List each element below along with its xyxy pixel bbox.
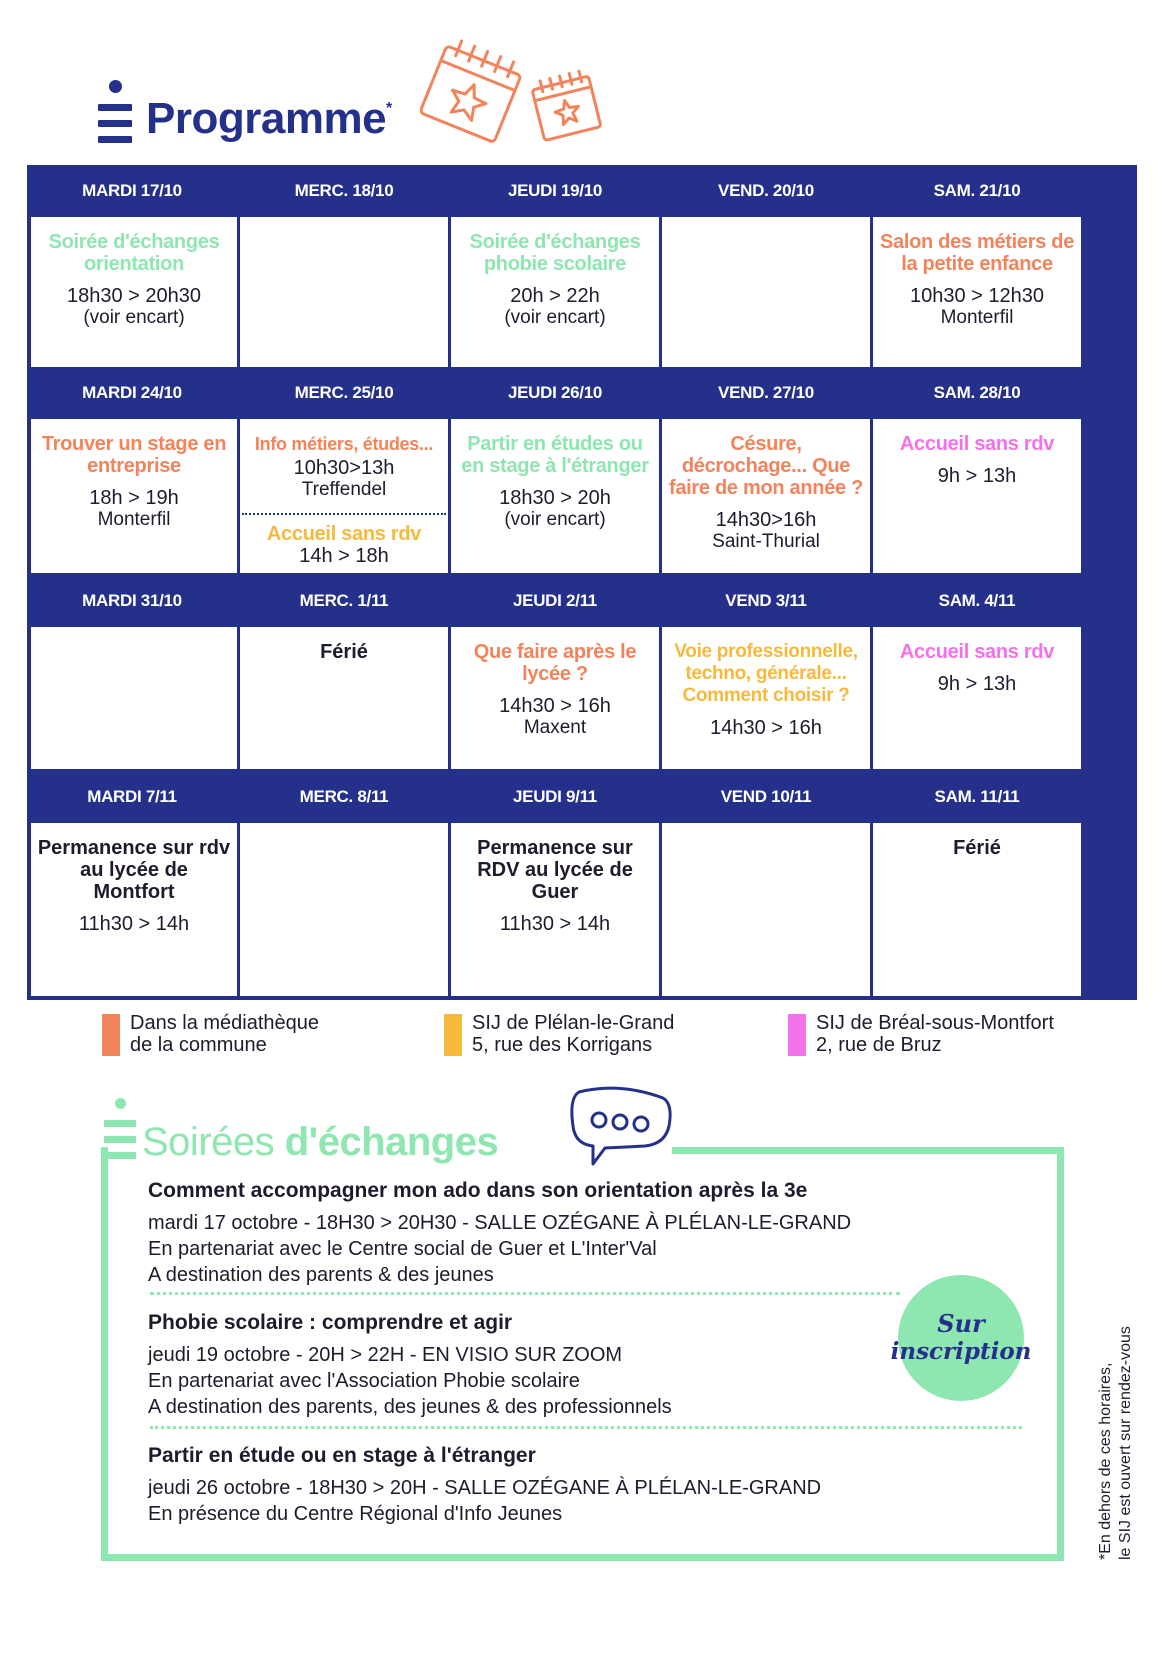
event-title: Accueil sans rdv [899, 641, 1055, 663]
day-header: SAM. 28/10 [933, 383, 1021, 402]
opening-hours-footnote: *En dehors de ces horaires, le SIJ est ouvert sur rendez-vous [1097, 1326, 1134, 1560]
day-cell [873, 217, 1081, 367]
event-title: Soirée d'échanges orientation [48, 231, 220, 275]
event-time: 9h > 13h [937, 465, 1017, 487]
day-cell [873, 627, 1081, 769]
event-time: 14h30>16h [715, 509, 817, 531]
legend-item [444, 1012, 674, 1056]
day-cell [240, 419, 448, 573]
schedule-week-2 [27, 367, 1137, 577]
event-place: Saint-Thurial [712, 531, 820, 552]
event-time: 11h30 > 14h [499, 913, 611, 935]
day-cell [662, 419, 870, 573]
day-cell [662, 217, 870, 367]
soiree-partner: En présence du Centre Régional d'Info Jeunes [148, 1503, 563, 1525]
event-time: 14h > 18h [299, 545, 389, 567]
day-header: SAM. 21/10 [933, 181, 1021, 200]
event-time: 14h30 > 16h [710, 717, 822, 739]
event-place: Treffendel [301, 479, 387, 500]
soirees-title: Soirées d'échanges [142, 1120, 499, 1164]
cell-divider [242, 513, 446, 515]
holiday-note: Férié [953, 837, 1001, 859]
event-title: Accueil sans rdv [266, 523, 422, 545]
event-title: Info métiers, études... [254, 434, 434, 454]
soiree-item [148, 1178, 1028, 1288]
soiree-audience: A destination des parents, des jeunes & des professionnels [148, 1396, 672, 1418]
day-cell [240, 627, 448, 769]
day-cell [31, 627, 237, 769]
soiree-title: Comment accompagner mon ado dans son orientation après la 3e [148, 1179, 808, 1202]
day-header: MARDI 31/10 [82, 591, 182, 610]
sij-logo-icon [98, 74, 132, 146]
schedule-week-1 [27, 165, 1137, 371]
event-place: Monterfil [97, 509, 171, 530]
event-time: 10h30 > 12h30 [909, 285, 1045, 307]
calendar-icon [420, 30, 620, 150]
day-header: VEND. 20/10 [718, 181, 814, 200]
day-header: JEUDI 19/10 [507, 181, 603, 200]
day-cell [31, 419, 237, 573]
schedule-table [27, 165, 1137, 1000]
legend-swatch [788, 1014, 806, 1056]
legend-swatch [444, 1014, 462, 1056]
legend-item [788, 1012, 1054, 1056]
day-header: MERC. 1/11 [299, 591, 389, 610]
day-header: MERC. 8/11 [299, 787, 389, 806]
event-title: Voie professionnelle, techno, générale... Comment choisir ? [674, 641, 858, 706]
day-cell [451, 823, 659, 996]
sij-logo-icon [104, 1098, 136, 1164]
event-place: (voir encart) [504, 307, 606, 328]
soirees-box-top [672, 1147, 1064, 1154]
soiree-partner: En partenariat avec l'Association Phobie scolaire [148, 1370, 580, 1392]
day-header: VEND 10/11 [720, 787, 812, 806]
day-header: MARDI 17/10 [82, 181, 182, 200]
chat-bubble-icon [565, 1082, 675, 1172]
soiree-title: Partir en étude ou en stage à l'étranger [148, 1444, 536, 1467]
schedule-week-4 [27, 771, 1137, 1000]
day-header: MARDI 7/11 [87, 787, 177, 806]
day-cell [240, 217, 448, 367]
event-place: (voir encart) [83, 307, 185, 328]
day-cell [662, 823, 870, 996]
day-header: VEND. 27/10 [718, 383, 814, 402]
event-title: Partir en études ou en stage à l'étranger [461, 433, 649, 477]
event-time: 20h > 22h [510, 285, 600, 307]
event-title: Permanence sur rdv au lycée de Montfort [37, 837, 231, 903]
schedule-week-3 [27, 575, 1137, 773]
day-cell [31, 217, 237, 367]
day-cell [240, 823, 448, 996]
soiree-date: jeudi 26 octobre - 18H30 > 20H - SALLE OZÉGANE À PLÉLAN-LE-GRAND [148, 1477, 822, 1499]
day-cell [31, 823, 237, 996]
dotted-separator [150, 1426, 1022, 1429]
soiree-item [148, 1443, 1028, 1527]
event-time: 11h30 > 14h [78, 913, 190, 935]
soiree-date: mardi 17 octobre - 18H30 > 20H30 - SALLE OZÉGANE À PLÉLAN-LE-GRAND [148, 1212, 852, 1234]
day-cell [451, 419, 659, 573]
event-title: Césure, décrochage... Que faire de mon année ? [668, 433, 864, 499]
soiree-partner: En partenariat avec le Centre social de Guer et L'Inter'Val [148, 1238, 657, 1260]
day-cell [873, 419, 1081, 573]
day-header: JEUDI 26/10 [507, 383, 603, 402]
legend-text: SIJ de Plélan-le-Grand 5, rue des Korrigans [472, 1012, 675, 1056]
day-header: MERC. 25/10 [294, 383, 394, 402]
event-title: Permanence sur RDV au lycée de Guer [477, 837, 633, 903]
event-place: Maxent [523, 717, 587, 738]
event-time: 18h30 > 20h30 [66, 285, 202, 307]
event-title: Salon des métiers de la petite enfance [879, 231, 1075, 275]
event-time: 14h30 > 16h [499, 695, 611, 717]
day-cell [451, 217, 659, 367]
day-header: JEUDI 9/11 [513, 787, 597, 806]
holiday-note: Férié [320, 641, 368, 663]
legend-swatch [102, 1014, 120, 1056]
legend-text: SIJ de Bréal-sous-Montfort 2, rue de Bruz [816, 1012, 1054, 1056]
event-time: 9h > 13h [937, 673, 1017, 695]
event-title: Que faire après le lycée ? [473, 641, 637, 685]
day-header: VEND 3/11 [725, 591, 807, 610]
day-header: MARDI 24/10 [82, 383, 182, 402]
event-title: Accueil sans rdv [899, 433, 1055, 455]
soiree-title: Phobie scolaire : comprendre et agir [148, 1311, 513, 1334]
day-cell [873, 823, 1081, 996]
legend-text: Dans la médiathèque de la commune [130, 1012, 320, 1056]
day-cell [451, 627, 659, 769]
page-title: Programme* [146, 94, 392, 143]
location-legend [0, 1012, 1166, 1062]
dotted-separator [150, 1292, 900, 1295]
legend-item [102, 1012, 319, 1056]
event-time: 18h30 > 20h [499, 487, 611, 509]
day-cell [662, 627, 870, 769]
programme-header [98, 70, 392, 150]
day-header: SAM. 4/11 [938, 591, 1016, 610]
event-place: (voir encart) [504, 509, 606, 530]
event-title: Soirée d'échanges phobie scolaire [469, 231, 641, 275]
event-place: Monterfil [940, 307, 1014, 328]
event-time: 18h > 19h [89, 487, 179, 509]
event-time: 10h30>13h [293, 457, 395, 479]
soiree-date: jeudi 19 octobre - 20H > 22H - EN VISIO SUR ZOOM [148, 1344, 623, 1366]
registration-badge: Sur inscription [898, 1275, 1024, 1401]
day-header: JEUDI 2/11 [513, 591, 597, 610]
event-title: Trouver un stage en entreprise [41, 433, 227, 477]
day-header: MERC. 18/10 [294, 181, 394, 200]
day-header: SAM. 11/11 [934, 787, 1020, 806]
soiree-audience: A destination des parents & des jeunes [148, 1264, 494, 1286]
